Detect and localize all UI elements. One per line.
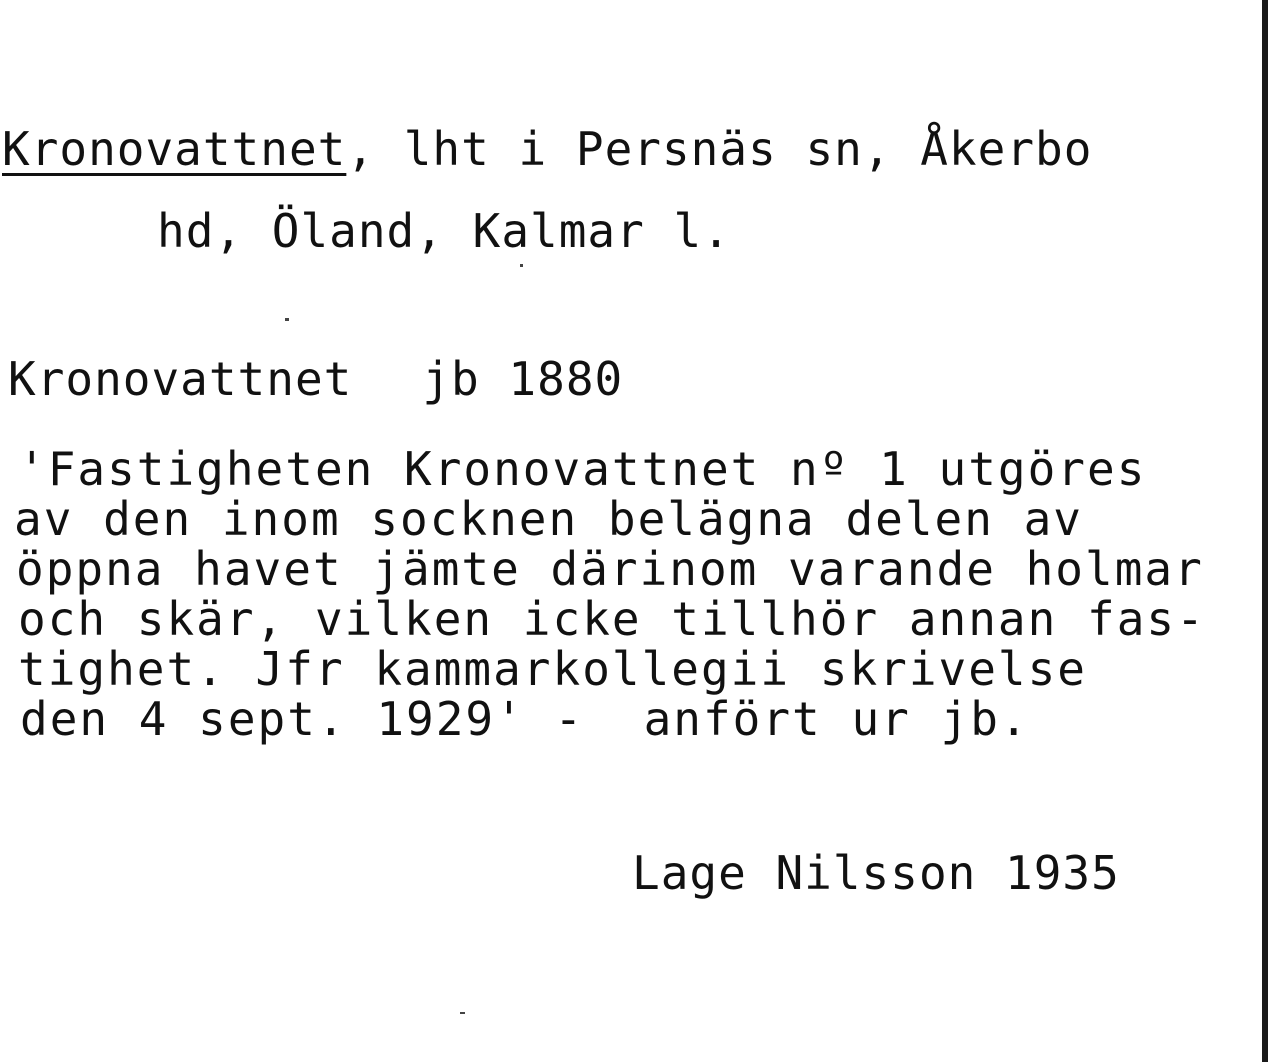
scan-speck [520,264,523,267]
quote-line: öppna havet jämte därinom varande holmar [16,542,1204,596]
heading-line [2,122,1093,176]
quote-line: 'Fastigheten Kronovattnet nº 1 utgöres [18,442,1147,496]
source-name: Kronovattnet [8,352,353,406]
scan-speck [285,318,289,321]
quote-block [14,444,1254,744]
quote-line: av den inom socknen belägna delen av [14,492,1083,546]
card-edge-line [1262,0,1268,1062]
signature: Lage Nilsson 1935 [632,846,1120,900]
source-reference: jb 1880 [422,352,624,406]
quote-line: och skär, vilken icke tillhör annan fas- [18,592,1206,646]
heading-location: , lht i Persnäs sn, Åkerbo [346,122,1093,176]
scan-speck [460,1012,465,1014]
quote-line: tighet. Jfr kammarkollegii skrivelse [18,642,1087,696]
quote-line: den 4 sept. 1929' - anfört ur jb. [20,692,1030,746]
heading-place-name: Kronovattnet [2,122,347,176]
source-line [8,352,624,406]
heading-continuation: hd, Öland, Kalmar l. [157,204,731,258]
